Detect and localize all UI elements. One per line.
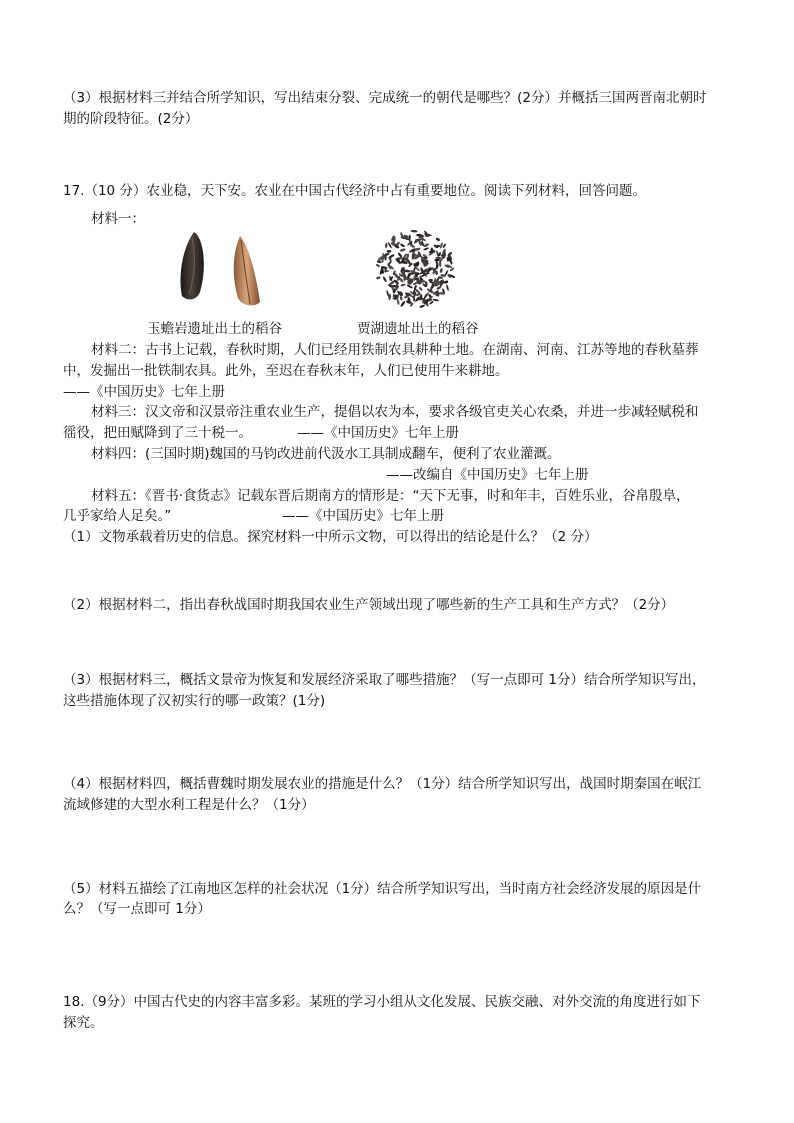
- material1-caption-left: 玉蟾岩遗址出土的稻谷: [147, 321, 282, 337]
- material4-source: ——改编自《中国历史》七年上册: [386, 467, 589, 483]
- material3-line2: 徭役，把田赋降到了三十税一。: [63, 425, 252, 441]
- material2-line1: 材料二：古书上记载，春秋时期，人们已经用铁制农具耕种土地。在湖南、河南、江苏等地的春秋墓葬: [91, 342, 699, 358]
- yuchanyan-rice-grains-image: [170, 228, 280, 312]
- q18-line1: 18.（9分）中国古代史的内容丰富多彩。某班的学习小组从文化发展、民族交融、对外交流的角度进行如下: [63, 994, 701, 1010]
- question-17-5-line2: 么？（写一点即可 1分）: [63, 901, 211, 917]
- question-17-5-line1: （5）材料五描绘了江南地区怎样的社会状况（1分）结合所学知识写出，当时南方社会经济发展的原因是什: [63, 881, 702, 897]
- material2-line2: 中，发掘出一批铁制农具。此外，至迟在春秋末年，人们已使用牛来耕地。: [63, 363, 509, 379]
- material3-source: ——《中国历史》七年上册: [297, 425, 459, 441]
- question-17-1: （1）文物承载着历史的信息。探究材料一中所示文物，可以得出的结论是什么？（2 分）: [63, 529, 598, 545]
- material5-line2: 几乎家给人足矣。”: [63, 508, 172, 524]
- material4-line1: 材料四：(三国时期)魏国的马钧改进前代汲水工具制成翻车，便利了农业灌溉。: [91, 446, 561, 462]
- q16-part3-line2: 期的阶段特征。(2分）: [63, 111, 199, 127]
- q17-intro: 17.（10 分）农业稳，天下安。农业在中国古代经济中占有重要地位。阅读下列材料，回答问题。: [63, 183, 646, 199]
- q18-line2: 探究。: [63, 1015, 104, 1031]
- material3-line1: 材料三：汉文帝和汉景帝注重农业生产，提倡以农为本，要求各级官吏关心农桑，并进一步减轻赋税和: [91, 404, 699, 420]
- material2-source: ——《中国历史》七年上册: [63, 384, 225, 400]
- jiahu-rice-grains-image: [372, 228, 458, 310]
- material5-source: ——《中国历史》七年上册: [282, 508, 444, 524]
- question-17-2: （2）根据材料二，指出春秋战国时期我国农业生产领域出现了哪些新的生产工具和生产方式？（2分）: [63, 597, 675, 613]
- material5-line1: 材料五：《晋书·食货志》记载东晋后期南方的情形是：“天下无事，时和年丰，百姓乐业，谷帛殷阜，: [91, 488, 690, 504]
- question-17-3-line1: （3）根据材料三，概括文景帝为恢复和发展经济采取了哪些措施？（写一点即可 1分）结合所学知识写出，: [63, 672, 706, 688]
- question-17-3-line2: 这些措施体现了汉初实行的哪一政策？(1分): [63, 693, 326, 709]
- q16-part3-line1: （3）根据材料三并结合所学知识，写出结束分裂、完成统一的朝代是哪些？(2分）并概括三国两晋南北朝时: [63, 90, 707, 106]
- question-17-4-line1: （4）根据材料四，概括曹魏时期发展农业的措施是什么？（1分）结合所学知识写出，战国时期秦国在岷江: [63, 776, 702, 792]
- material1-caption-right: 贾湖遗址出土的稻谷: [357, 321, 479, 337]
- question-17-4-line2: 流域修建的大型水利工程是什么？（1分）: [63, 797, 315, 813]
- material1-label: 材料一：: [91, 211, 145, 227]
